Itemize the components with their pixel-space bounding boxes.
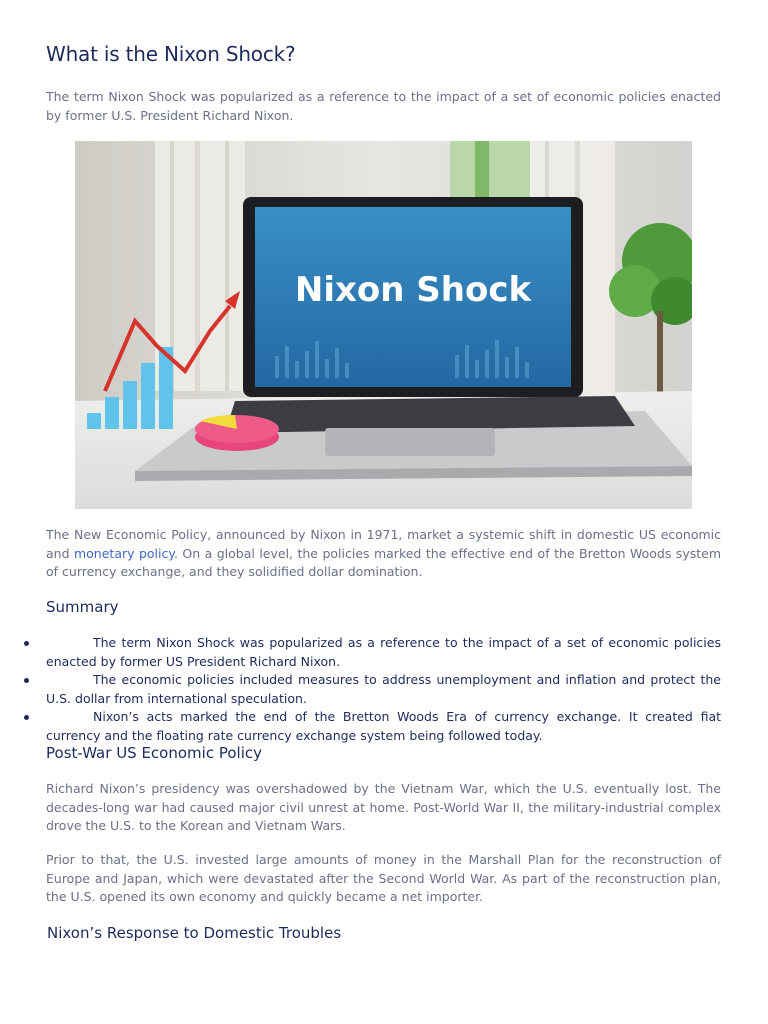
policy-text-end: . On a global level, the policies marked the effective end of the Bretton Woods system of currency exchange, and they solidified dollar domination. [46, 545, 721, 579]
summary-item-text: Nixon’s acts marked the end of the Bretton Woods Era of currency exchange. It created fiat currency and the floating rate currency exchange system being followed today. [46, 709, 721, 743]
policy-paragraph [46, 526, 721, 582]
intro-paragraph: The term Nixon Shock was popularized as a reference to the impact of a set of economic policies enacted by former U.S. President Richard Nixon. [46, 89, 721, 123]
list-item [46, 708, 721, 745]
post-war-heading: Post-War US Economic Policy [46, 744, 262, 762]
page-title: What is the Nixon Shock? [46, 42, 296, 66]
bullet-icon [24, 678, 29, 683]
post-war-paragraph-2: Prior to that, the U.S. invested large amounts of money in the Marshall Plan for the reconstruction of Europe and Japan, which were devastated after the Second World War. As part of the reconstruction plan, the U.S. opened its own economy and quickly became a net importer. [46, 852, 721, 904]
screen-label: Nixon Shock [294, 270, 532, 310]
summary-item-text: The economic policies included measures to address unemployment and inflation and protect the U.S. dollar from international speculation. [46, 672, 721, 706]
summary-list [46, 634, 721, 745]
policy-text-start: The New Economic Policy, announced by Nixon in 1971, market a systemic shift in domestic US economic and [46, 527, 721, 561]
response-heading: Nixon’s Response to Domestic Troubles [47, 924, 342, 942]
hero-image [75, 141, 692, 509]
monetary-policy-link[interactable]: monetary policy [73, 545, 174, 561]
summary-item-text: The term Nixon Shock was popularized as a reference to the impact of a set of economic policies enacted by former US President Richard Nixon. [46, 635, 721, 669]
list-item [46, 634, 721, 671]
list-item [46, 671, 721, 708]
post-war-paragraph-1: Richard Nixon’s presidency was overshadowed by the Vietnam War, which the U.S. eventually lost. The decades-long war had caused major civil unrest at home. Post-World War II, the military-industrial complex drove the U.S. to the Korean and Vietnam Wars. [46, 781, 721, 833]
bullet-icon [24, 715, 29, 720]
bullet-icon [24, 641, 29, 646]
summary-heading: Summary [46, 598, 119, 616]
laptop-illustration [75, 141, 692, 509]
